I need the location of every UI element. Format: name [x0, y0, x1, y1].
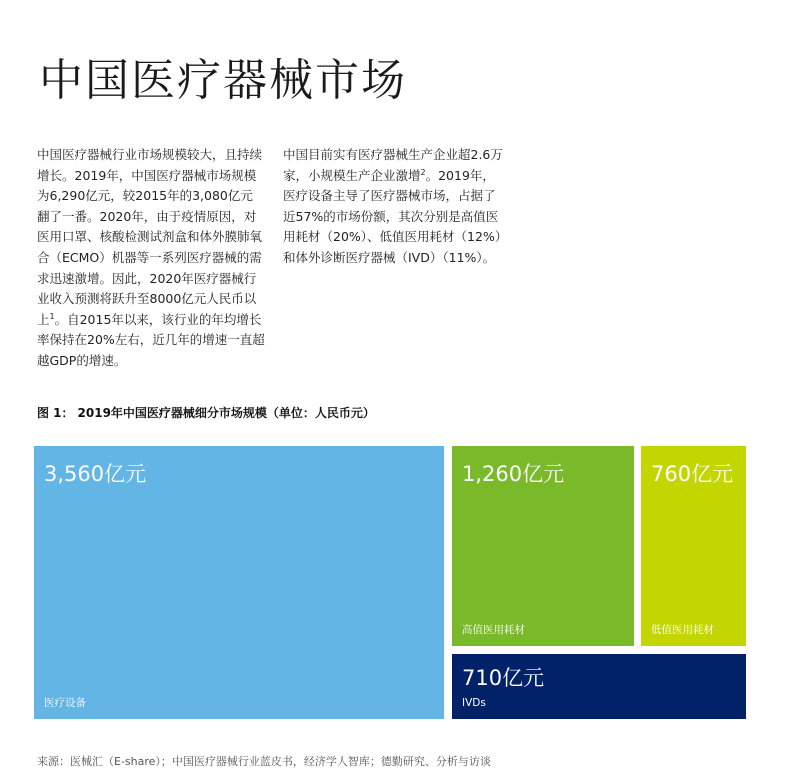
tile-label-high-value-consumables: 高值医用耗材 [462, 624, 525, 636]
tile-label-ivds: IVDs [462, 697, 486, 709]
treemap-tile-high-value-consumables [452, 446, 634, 646]
treemap-tile-low-value-consumables [641, 446, 746, 646]
tile-value-medical-devices: 3,560亿元 [44, 462, 147, 486]
body-text-right [283, 145, 505, 269]
tile-value-ivds: 710亿元 [462, 666, 545, 690]
figure-caption [37, 404, 375, 421]
body-text-left [37, 145, 265, 372]
body-text-right-tail: 。2019年，医疗设备主导了医疗器械市场，占据了近57%的市场份额，其次分别是高值医用耗材（20%）、低值医用耗材（12%）和体外诊断医疗器械（IVD）（11%）。 [283, 167, 502, 265]
figure-caption-text: 2019年中国医疗器械细分市场规模（单位：人民币元） [77, 406, 375, 420]
footnote-ref-1: 1 [49, 311, 55, 321]
footnote-ref-2: 2 [420, 167, 426, 177]
page-title: 中国医疗器械市场 [39, 55, 407, 107]
source-note: 来源：医械汇（E-share）；中国医疗器械行业蓝皮书，经济学人智库；德勤研究、分析与访谈 [37, 755, 491, 768]
tile-value-low-value-consumables: 760亿元 [651, 462, 734, 486]
tile-value-high-value-consumables: 1,260亿元 [462, 462, 565, 486]
body-text-left-tail: 。自2015年以来，该行业的年均增长率保持在20%左右，近几年的增速一直超越GDP的增速。 [37, 311, 265, 368]
body-text-right-main: 中国目前实有医疗器械生产企业超2.6万家，小规模生产企业激增 [283, 147, 503, 183]
body-text-left-main: 中国医疗器械行业市场规模较大，且持续增长。2019年，中国医疗器械市场规模为6,290亿元，较2015年的3,080亿元翻了一番。2020年，由于疫情原因，对医用口罩、核酸检测试剂盒和体外膜肺氧合（ECMO）机器等一系列医疗器械的需求迅速激增。因此，2020年医疗器械行业收入预测将跃升至8000亿元人民币以上 [37, 147, 263, 327]
tile-label-low-value-consumables: 低值医用耗材 [651, 624, 714, 636]
treemap-tile-medical-devices [34, 446, 444, 719]
figure-caption-label: 图 1： [37, 406, 74, 420]
treemap-tile-ivds [452, 654, 746, 719]
tile-label-medical-devices: 医疗设备 [44, 697, 86, 709]
